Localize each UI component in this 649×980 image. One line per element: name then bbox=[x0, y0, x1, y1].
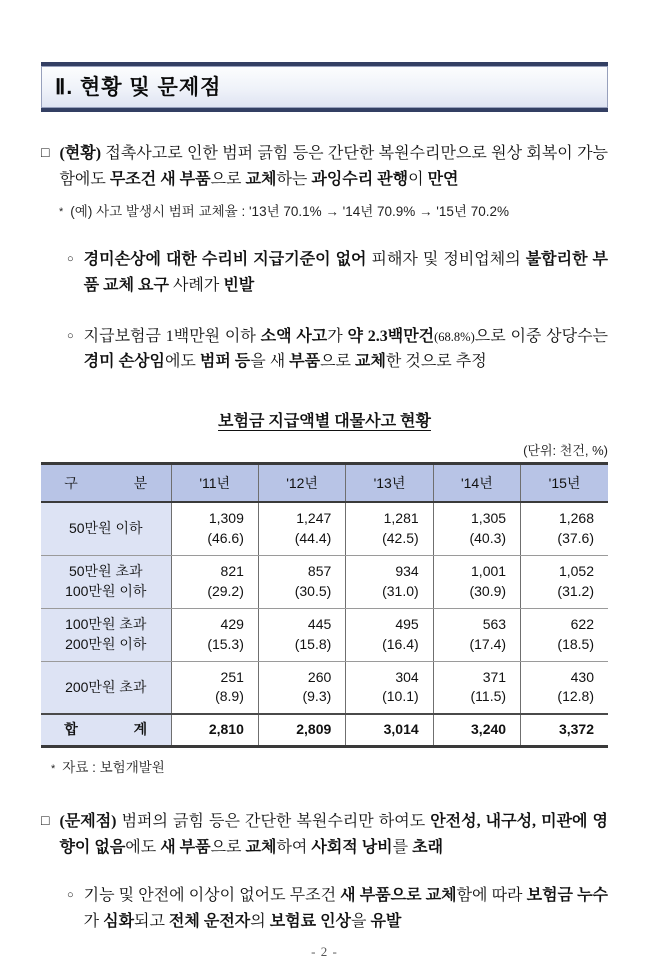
text-segment: 보험금 누수 bbox=[526, 887, 609, 905]
text-segment: 으로 bbox=[210, 170, 246, 188]
text-segment: 에도 bbox=[164, 353, 200, 371]
text-segment: 함에 따라 bbox=[456, 887, 527, 905]
value-cell: 821 (29.2) bbox=[171, 556, 258, 609]
circle-bullet-icon: ○ bbox=[67, 329, 74, 342]
value-cell: 1,268 (37.6) bbox=[521, 502, 608, 555]
table-header-cell: '14년 bbox=[433, 464, 520, 503]
text-segment: 범퍼 등 bbox=[199, 353, 251, 371]
section-heading-box bbox=[41, 66, 608, 108]
total-value-cell: 3,014 bbox=[346, 714, 433, 746]
text-segment: 경미손상에 대한 수리비 지급기준이 없어 bbox=[83, 250, 367, 268]
text-segment: 교체 bbox=[245, 839, 277, 857]
text-segment: 사례가 bbox=[168, 276, 224, 294]
row-label-cell: 200만원 초과 bbox=[41, 661, 171, 714]
value-cell: 430 (12.8) bbox=[521, 661, 608, 714]
value-cell: 1,281 (42.5) bbox=[346, 502, 433, 555]
section-heading-bar bbox=[41, 62, 608, 112]
text-segment: 새 부품으로 교체 bbox=[340, 887, 457, 905]
value-cell: 1,247 (44.4) bbox=[258, 502, 345, 555]
text-segment: 사회적 낭비 bbox=[311, 839, 393, 857]
table-header-cell: 구 분 bbox=[41, 464, 171, 503]
text-segment: 전체 운전자 bbox=[168, 912, 251, 930]
text-segment: 접촉사고로 인한 범퍼 긁힘 등은 간단한 복원수리만으로 원상 회복이 가능함에도 bbox=[59, 145, 608, 188]
text-segment: 부품 bbox=[289, 353, 321, 371]
status-paragraph-text bbox=[59, 141, 608, 193]
bullet-premium bbox=[67, 883, 608, 935]
value-cell: 1,001 (30.9) bbox=[433, 556, 520, 609]
total-value-cell: 3,372 bbox=[521, 714, 608, 746]
text-segment: 되고 bbox=[134, 912, 169, 930]
text-segment: 에도 bbox=[125, 839, 161, 857]
bullet-small-claims bbox=[67, 324, 608, 376]
value-cell: 1,309 (46.6) bbox=[171, 502, 258, 555]
asterisk-icon: * bbox=[59, 205, 64, 218]
square-bullet-icon: □ bbox=[41, 814, 50, 830]
table-row bbox=[41, 608, 608, 661]
text-segment: 으로 bbox=[210, 839, 246, 857]
accident-payout-table bbox=[41, 462, 608, 748]
text-segment: (현황) bbox=[59, 145, 106, 162]
value-cell: 371 (11.5) bbox=[433, 661, 520, 714]
text-segment: 으로 이중 상당수는 bbox=[474, 327, 608, 345]
table-title: 보험금 지급액별 대물사고 현황 bbox=[218, 413, 431, 431]
bullet-repair-standard-text bbox=[84, 247, 608, 299]
text-segment: (문제점) bbox=[59, 813, 122, 831]
text-segment: 가 bbox=[83, 912, 104, 930]
text-segment: 가 bbox=[327, 327, 348, 345]
text-segment: 한 것으로 추정 bbox=[385, 353, 487, 371]
bullet-premium-text bbox=[84, 883, 608, 935]
table-row bbox=[41, 556, 608, 609]
value-cell: 251 (8.9) bbox=[171, 661, 258, 714]
total-value-cell: 2,810 bbox=[171, 714, 258, 746]
text-segment: 새 부품 bbox=[160, 839, 211, 857]
value-cell: 260 (9.3) bbox=[258, 661, 345, 714]
table-header-cell: '11년 bbox=[171, 464, 258, 503]
text-segment: 피해자 및 정비업체의 bbox=[366, 250, 526, 268]
text-segment: 범퍼의 긁힘 등은 간단한 복원수리만 하여도 bbox=[121, 813, 431, 831]
value-cell: 622 (18.5) bbox=[521, 608, 608, 661]
circle-bullet-icon: ○ bbox=[67, 889, 74, 902]
text-segment: 을 bbox=[351, 912, 371, 930]
value-cell: 563 (17.4) bbox=[433, 608, 520, 661]
row-label-cell: 50만원 초과 100만원 이하 bbox=[41, 556, 171, 609]
text-segment: (예) 사고 발생시 범퍼 교체율 : '13년 70.1% → '14년 70.9% → '15년 70.2% bbox=[70, 203, 509, 219]
table-row bbox=[41, 661, 608, 714]
status-note bbox=[59, 203, 608, 222]
text-segment: 를 bbox=[392, 839, 413, 857]
section-heading-title: Ⅱ. 현황 및 문제점 bbox=[55, 76, 222, 99]
status-paragraph bbox=[41, 141, 608, 193]
text-segment: 빈발 bbox=[223, 276, 255, 294]
table-source-note bbox=[51, 756, 608, 776]
text-segment: 보험료 인상 bbox=[269, 912, 351, 930]
document-page bbox=[0, 62, 649, 980]
asterisk-icon: * bbox=[51, 763, 56, 776]
text-segment: 하여 bbox=[276, 839, 312, 857]
circle-bullet-icon: ○ bbox=[67, 252, 74, 265]
text-segment: 하는 bbox=[276, 170, 312, 188]
value-cell: 304 (10.1) bbox=[346, 661, 433, 714]
table-unit-note: (단위: 천건, %) bbox=[523, 443, 608, 459]
table-total-row bbox=[41, 714, 608, 746]
text-segment: 불합리한 부품 교체 요구 bbox=[83, 250, 609, 294]
table-header-cell: '12년 bbox=[258, 464, 345, 503]
total-value-cell: 3,240 bbox=[433, 714, 520, 746]
text-segment: 으로 bbox=[320, 353, 355, 371]
table-header-row bbox=[41, 464, 608, 503]
table-body bbox=[41, 502, 608, 746]
value-cell: 495 (16.4) bbox=[346, 608, 433, 661]
text-segment: 의 bbox=[250, 912, 270, 930]
text-segment: (68.8%) bbox=[434, 329, 475, 344]
problem-paragraph-text bbox=[59, 809, 608, 861]
text-segment: 기능 및 안전에 이상이 없어도 무조건 bbox=[83, 887, 341, 905]
table-source-text: 자료 : 보험개발원 bbox=[62, 760, 165, 776]
text-segment: 약 2.3백만건 bbox=[347, 327, 435, 345]
table-row bbox=[41, 502, 608, 555]
table-header-cell: '15년 bbox=[521, 464, 608, 503]
total-value-cell: 2,809 bbox=[258, 714, 345, 746]
text-segment: 지급보험금 1백만원 이하 bbox=[83, 327, 261, 345]
value-cell: 934 (31.0) bbox=[346, 556, 433, 609]
table-header-cell: '13년 bbox=[346, 464, 433, 503]
text-segment: 무조건 새 부품 bbox=[109, 170, 211, 188]
text-segment: 심화 bbox=[103, 912, 135, 930]
bullet-repair-standard bbox=[67, 247, 608, 299]
text-segment: 유발 bbox=[370, 912, 402, 930]
text-segment: 과잉수리 관행 bbox=[311, 170, 409, 188]
problem-paragraph bbox=[41, 809, 608, 861]
text-segment: 안전성, 내구성, 미관에 영향이 없음 bbox=[59, 813, 608, 857]
text-segment: 교체 bbox=[245, 170, 277, 188]
text-segment: 이 bbox=[408, 170, 428, 188]
row-label-cell: 50만원 이하 bbox=[41, 502, 171, 555]
text-segment: 만연 bbox=[427, 170, 459, 188]
text-segment: 초래 bbox=[412, 839, 444, 857]
value-cell: 1,305 (40.3) bbox=[433, 502, 520, 555]
bullet-small-claims-text bbox=[84, 324, 608, 376]
square-bullet-icon: □ bbox=[41, 146, 50, 161]
text-segment: 교체 bbox=[355, 353, 386, 371]
text-segment: 을 새 bbox=[250, 353, 290, 371]
page-number: - 2 - bbox=[311, 944, 338, 959]
total-label-cell: 합 계 bbox=[41, 714, 171, 746]
value-cell: 1,052 (31.2) bbox=[521, 556, 608, 609]
text-segment: 소액 사고 bbox=[260, 327, 328, 345]
status-note-text bbox=[70, 203, 608, 222]
value-cell: 429 (15.3) bbox=[171, 608, 258, 661]
text-segment: 경미 손상임 bbox=[83, 353, 165, 371]
value-cell: 857 (30.5) bbox=[258, 556, 345, 609]
value-cell: 445 (15.8) bbox=[258, 608, 345, 661]
row-label-cell: 100만원 초과 200만원 이하 bbox=[41, 608, 171, 661]
